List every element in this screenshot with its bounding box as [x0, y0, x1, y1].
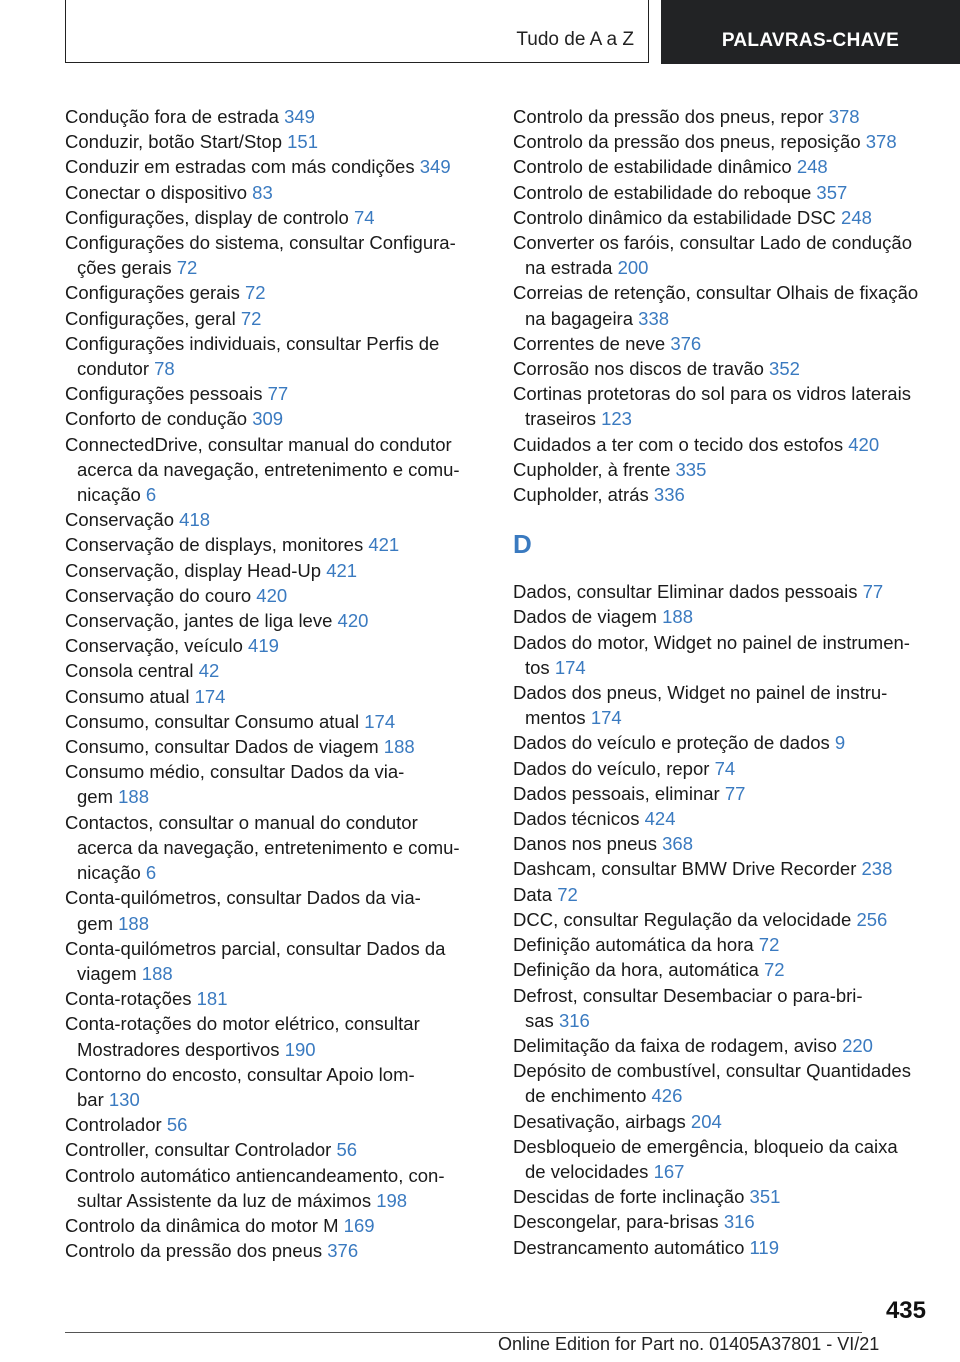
page-header: [0, 0, 960, 64]
index-entry: [65, 1238, 485, 1263]
footer-divider: [65, 1332, 862, 1333]
index-entry-text: Conservação, jantes de liga leve: [65, 610, 333, 632]
index-entry-text: Configurações, display de controlo: [65, 206, 349, 228]
index-entry: [65, 406, 485, 431]
page-reference-link[interactable]: 349: [419, 156, 451, 178]
index-entry: [65, 532, 485, 557]
index-entry-text: condutor: [77, 358, 149, 380]
header-section-box: [65, 0, 649, 63]
index-entry: [513, 957, 933, 982]
index-entry: [513, 1109, 933, 1134]
page-reference-link[interactable]: 421: [326, 559, 358, 581]
index-entry-text: Cuidados a ter com o tecido dos estofos: [513, 433, 844, 455]
index-entry-text: na bagageira: [525, 307, 634, 329]
index-entry: [513, 932, 933, 957]
page-reference-link[interactable]: 200: [617, 257, 649, 279]
keywords-tab[interactable]: PALAVRAS-CHAVE: [661, 0, 960, 64]
footer-edition-text: Online Edition for Part no. 01405A37801 - VI/21: [498, 1334, 880, 1354]
index-entry-text: Definição automática da hora: [513, 934, 754, 956]
page-reference-link[interactable]: 420: [848, 433, 880, 455]
page-reference-link[interactable]: 238: [861, 858, 893, 880]
page-reference-link[interactable]: 188: [383, 736, 415, 758]
index-entry-text: Configurações do sistema, consultar Configura-: [65, 232, 456, 254]
page-reference-link[interactable]: 421: [368, 534, 400, 556]
index-entry-text: Controlo de estabilidade do reboque: [513, 181, 812, 203]
index-entry-text: de enchimento: [525, 1085, 647, 1107]
index-entry-text: bar: [77, 1088, 104, 1110]
page-reference-link[interactable]: 378: [828, 106, 860, 127]
index-entry-text: Depósito de combustível, consultar Quantidades: [513, 1060, 911, 1082]
index-entry: [65, 583, 485, 608]
page-reference-link[interactable]: 418: [179, 509, 211, 531]
index-entry-text: nicação: [77, 862, 141, 884]
index-entry-text: Controlo da pressão dos pneus, repor: [513, 106, 824, 127]
page-reference-link[interactable]: 188: [118, 912, 150, 934]
page-reference-link[interactable]: 248: [841, 206, 872, 228]
index-entry-text: Conservação: [65, 509, 175, 531]
index-entry-text: Controlador: [65, 1114, 162, 1136]
page-reference-link[interactable]: 352: [769, 358, 800, 380]
page-reference-link[interactable]: 376: [327, 1240, 359, 1262]
index-group-d: [513, 579, 933, 1259]
page-reference-link[interactable]: 72: [176, 257, 198, 279]
index-entry-text: Configurações, geral: [65, 307, 236, 329]
page-reference-link[interactable]: 426: [651, 1085, 683, 1107]
index-entry: [513, 1184, 933, 1209]
index-entry-text: Consumo, consultar Dados de viagem: [65, 736, 379, 758]
index-entry: [513, 356, 933, 381]
index-entry: [65, 104, 485, 129]
index-entry-text: Consumo atual: [65, 685, 190, 707]
index-entry-text: Configurações gerais: [65, 282, 240, 304]
index-entry-text: Controlo da pressão dos pneus, reposição: [513, 131, 861, 153]
index-entry: [65, 709, 485, 734]
page-reference-link[interactable]: 174: [554, 656, 586, 678]
index-entry: [65, 759, 485, 809]
page-reference-link[interactable]: 248: [796, 156, 828, 178]
index-column-right: [513, 104, 933, 1260]
index-entry: [65, 507, 485, 532]
index-entry: [513, 381, 933, 431]
index-entry: [65, 885, 485, 935]
index-entry-text: nicação: [77, 484, 141, 506]
index-entry-text: Controlo de estabilidade dinâmico: [513, 156, 792, 178]
index-entry: [513, 680, 933, 730]
page-reference-link[interactable]: 335: [675, 458, 707, 480]
page-reference-link[interactable]: 316: [558, 1009, 590, 1031]
index-entry-text: Dados dos pneus, Widget no painel de instru-: [513, 682, 888, 704]
index-entry-text: Controlo dinâmico da estabilidade DSC: [513, 206, 836, 228]
page-reference-link[interactable]: 72: [763, 959, 785, 981]
index-entry: [65, 205, 485, 230]
index-entry: [65, 1163, 485, 1213]
index-entry-text: acerca da navegação, entretenimento e comu-: [77, 458, 460, 480]
index-entry-text: Dados técnicos: [513, 808, 640, 830]
index-entry-text: Dados pessoais, eliminar: [513, 782, 720, 804]
index-entry-text: Defrost, consultar Desembaciar o para-bri-: [513, 984, 863, 1006]
index-entry-text: Controlo da dinâmica do motor M: [65, 1214, 339, 1236]
index-entry-text: Destrancamento automático: [513, 1236, 745, 1258]
index-entry: [513, 104, 933, 129]
page-reference-link[interactable]: 56: [336, 1139, 358, 1161]
page-reference-link[interactable]: 181: [196, 988, 228, 1010]
index-entry: [65, 306, 485, 331]
page-reference-link[interactable]: 188: [141, 962, 173, 984]
index-entry-text: Consumo, consultar Consumo atual: [65, 710, 360, 732]
index-entry-text: Converter os faróis, consultar Lado de condução: [513, 232, 913, 254]
index-entry-text: ConnectedDrive, consultar manual do condutor: [65, 433, 452, 455]
index-entry: [65, 381, 485, 406]
index-entry-text: Descongelar, para-brisas: [513, 1211, 719, 1233]
page-reference-link[interactable]: 56: [166, 1114, 188, 1136]
index-entry-text: Correias de retenção, consultar Olhais de fixação: [513, 282, 919, 304]
index-entry-text: Consola central: [65, 660, 194, 682]
index-entry: [513, 604, 933, 629]
page-reference-link[interactable]: 72: [758, 934, 780, 956]
index-entry-text: tos: [525, 656, 550, 678]
page-reference-link[interactable]: 72: [244, 282, 266, 304]
index-entry: [513, 230, 933, 280]
index-entry-text: Dados de viagem: [513, 606, 657, 628]
index-entry-text: Conta-quilómetros, consultar Dados da via-: [65, 887, 421, 909]
page-reference-link[interactable]: 174: [194, 685, 226, 707]
page-reference-link[interactable]: 316: [723, 1211, 755, 1233]
index-entry-text: Condução fora de estrada: [65, 106, 279, 127]
page-reference-link[interactable]: 424: [644, 808, 676, 830]
page-reference-link[interactable]: 9: [834, 732, 846, 754]
page-number: 435: [885, 1297, 926, 1324]
page-reference-link[interactable]: 174: [364, 710, 396, 732]
index-entry-text: Desativação, airbags: [513, 1110, 686, 1132]
index-entry-text: mentos: [525, 707, 586, 729]
index-entry-text: Dados, consultar Eliminar dados pessoais: [513, 581, 858, 603]
index-entry-text: gem: [77, 912, 113, 934]
index-entry-text: na estrada: [525, 257, 613, 279]
index-entry: [513, 154, 933, 179]
page-reference-link[interactable]: 204: [690, 1110, 722, 1132]
index-entry-text: Delimitação da faixa de rodagem, aviso: [513, 1034, 837, 1056]
index-entry-text: Conservação, display Head-Up: [65, 559, 322, 581]
index-entry: [65, 230, 485, 280]
index-entry-text: Conta-rotações do motor elétrico, consultar: [65, 1013, 420, 1035]
index-entry-text: Conta-rotações: [65, 988, 192, 1010]
index-entry: [65, 1011, 485, 1061]
page-reference-link[interactable]: 130: [108, 1088, 140, 1110]
index-entry: [65, 608, 485, 633]
page-reference-link[interactable]: 123: [601, 408, 632, 430]
page-reference-link[interactable]: 309: [252, 408, 284, 430]
index-entry-text: Conduzir em estradas com más condições: [65, 156, 415, 178]
page-reference-link[interactable]: 77: [724, 782, 746, 804]
page-reference-link[interactable]: 174: [590, 707, 622, 729]
page-reference-link[interactable]: 349: [284, 106, 315, 127]
index-entry-text: Dashcam, consultar BMW Drive Recorder: [513, 858, 857, 880]
page-reference-link[interactable]: 351: [749, 1186, 781, 1208]
index-entry-text: Descidas de forte inclinação: [513, 1186, 745, 1208]
page-reference-link[interactable]: 378: [865, 131, 897, 153]
index-entry-text: sultar Assistente da luz de máximos: [77, 1189, 372, 1211]
index-entry-text: Consumo médio, consultar Dados da via-: [65, 761, 405, 783]
page-reference-link[interactable]: 77: [862, 581, 884, 603]
index-entry: [513, 432, 933, 457]
index-entry: [513, 756, 933, 781]
page-reference-link[interactable]: 357: [816, 181, 848, 203]
page-reference-link[interactable]: 256: [856, 908, 888, 930]
index-entry-text: Conta-quilómetros parcial, consultar Dados da: [65, 937, 446, 959]
index-entry-text: Data: [513, 883, 553, 905]
index-entry: [65, 1112, 485, 1137]
index-entry-text: Dados do motor, Widget no painel de instrumen-: [513, 631, 910, 653]
index-entry-text: Configurações pessoais: [65, 383, 263, 405]
index-entry: [513, 1033, 933, 1058]
index-entry: [65, 986, 485, 1011]
index-entry-text: Dados do veículo, repor: [513, 757, 710, 779]
index-entry-text: Cupholder, atrás: [513, 484, 649, 506]
index-entry: [65, 684, 485, 709]
page-reference-link[interactable]: 338: [638, 307, 670, 329]
index-entry: [513, 730, 933, 755]
page-reference-link[interactable]: 83: [252, 181, 273, 203]
index-entry-text: Conservação, veículo: [65, 635, 243, 657]
index-entry: [513, 457, 933, 482]
index-entry-text: Conservação de displays, monitores: [65, 534, 364, 556]
index-entry-text: Controlo da pressão dos pneus: [65, 1240, 323, 1262]
index-column-left: [65, 104, 485, 1263]
index-entry-text: gem: [77, 786, 113, 808]
index-entry-text: Conservação do couro: [65, 584, 252, 606]
page-reference-link[interactable]: 74: [353, 206, 375, 228]
index-entry: [513, 331, 933, 356]
index-entry: [65, 154, 485, 179]
index-entry-text: Controller, consultar Controlador: [65, 1139, 332, 1161]
index-entry: [65, 331, 485, 381]
index-entry-text: DCC, consultar Regulação da velocidade: [513, 908, 852, 930]
index-entry: [65, 633, 485, 658]
page-reference-link[interactable]: 77: [267, 383, 289, 405]
index-entry: [513, 280, 933, 330]
page-reference-link[interactable]: 188: [118, 786, 150, 808]
index-entry: [65, 658, 485, 683]
section-title: Tudo de A a Z: [516, 29, 634, 50]
page-reference-link[interactable]: 190: [284, 1038, 316, 1060]
page-reference-link[interactable]: 376: [670, 332, 702, 354]
index-entry-text: Mostradores desportivos: [77, 1038, 280, 1060]
index-entry-text: Cupholder, à frente: [513, 458, 671, 480]
index-entry-text: Cortinas protetoras do sol para os vidros laterais: [513, 383, 911, 405]
index-entry-text: Configurações individuais, consultar Perfis de: [65, 332, 440, 354]
index-entry: [65, 180, 485, 205]
index-entry: [513, 806, 933, 831]
page-reference-link[interactable]: 42: [198, 660, 220, 682]
index-entry-text: Desbloqueio de emergência, bloqueio da caixa: [513, 1135, 898, 1157]
index-entry: [513, 831, 933, 856]
index-entry: [513, 1209, 933, 1234]
page-reference-link[interactable]: 72: [240, 307, 262, 329]
index-entry-text: sas: [525, 1009, 554, 1031]
page-reference-link[interactable]: 220: [842, 1034, 873, 1056]
index-entry: [513, 1058, 933, 1108]
page-reference-link[interactable]: 6: [145, 484, 157, 506]
page-reference-link[interactable]: 167: [653, 1160, 685, 1182]
page-reference-link[interactable]: 336: [653, 484, 685, 506]
page-reference-link[interactable]: 420: [256, 584, 288, 606]
index-entry: [65, 129, 485, 154]
index-entry-text: Controlo automático antiencandeamento, con-: [65, 1164, 445, 1186]
page-reference-link[interactable]: 72: [557, 883, 578, 905]
section-letter-d: D: [513, 529, 532, 560]
index-entry: [513, 856, 933, 881]
index-entry-text: Corrosão nos discos de travão: [513, 358, 764, 380]
index-entry-text: ções gerais: [77, 257, 172, 279]
index-entry-text: Conectar o dispositivo: [65, 181, 248, 203]
index-entry: [513, 983, 933, 1033]
index-entry-text: Conforto de condução: [65, 408, 248, 430]
index-entry: [513, 1235, 933, 1260]
index-entry: [65, 280, 485, 305]
page-reference-link[interactable]: 151: [287, 131, 319, 153]
index-entry: [513, 630, 933, 680]
index-entry: [513, 781, 933, 806]
index-entry-text: Correntes de neve: [513, 332, 666, 354]
index-entry: [65, 1062, 485, 1112]
page-reference-link[interactable]: 78: [154, 358, 175, 380]
index-entry: [513, 579, 933, 604]
index-entry: [65, 558, 485, 583]
page-reference-link[interactable]: 419: [248, 635, 279, 657]
page-reference-link[interactable]: 420: [337, 610, 369, 632]
index-entry: [65, 936, 485, 986]
index-entry: [513, 205, 933, 230]
index-entry: [65, 810, 485, 886]
index-group-c: [513, 104, 933, 507]
page-reference-link[interactable]: 6: [145, 862, 157, 884]
page-reference-link[interactable]: 198: [376, 1189, 408, 1211]
index-entry: [513, 180, 933, 205]
page-reference-link[interactable]: 74: [714, 757, 736, 779]
index-entry-text: acerca da navegação, entretenimento e comu-: [77, 836, 460, 858]
page-reference-link[interactable]: 169: [343, 1214, 375, 1236]
index-entry: [513, 907, 933, 932]
index-entry-text: Contactos, consultar o manual do condutor: [65, 811, 418, 833]
index-entry-text: Danos nos pneus: [513, 833, 657, 855]
index-entry: [513, 1134, 933, 1184]
index-entry-text: Definição da hora, automática: [513, 959, 759, 981]
index-entry-text: Contorno do encosto, consultar Apoio lom-: [65, 1063, 415, 1085]
index-entry: [513, 482, 933, 507]
page-reference-link[interactable]: 368: [662, 833, 694, 855]
index-entry-text: Conduzir, botão Start/Stop: [65, 131, 282, 153]
index-entry: [65, 1137, 485, 1162]
index-entry: [513, 882, 933, 907]
index-entry: [65, 734, 485, 759]
index-entry-text: viagem: [77, 962, 137, 984]
index-entry-text: Dados do veículo e proteção de dados: [513, 732, 830, 754]
index-entry: [513, 129, 933, 154]
index-entry-text: traseiros: [525, 408, 596, 430]
index-entry: [65, 432, 485, 508]
page-reference-link[interactable]: 188: [662, 606, 693, 628]
page-reference-link[interactable]: 119: [749, 1236, 780, 1258]
index-entry-text: de velocidades: [525, 1160, 649, 1182]
index-entry: [65, 1213, 485, 1238]
